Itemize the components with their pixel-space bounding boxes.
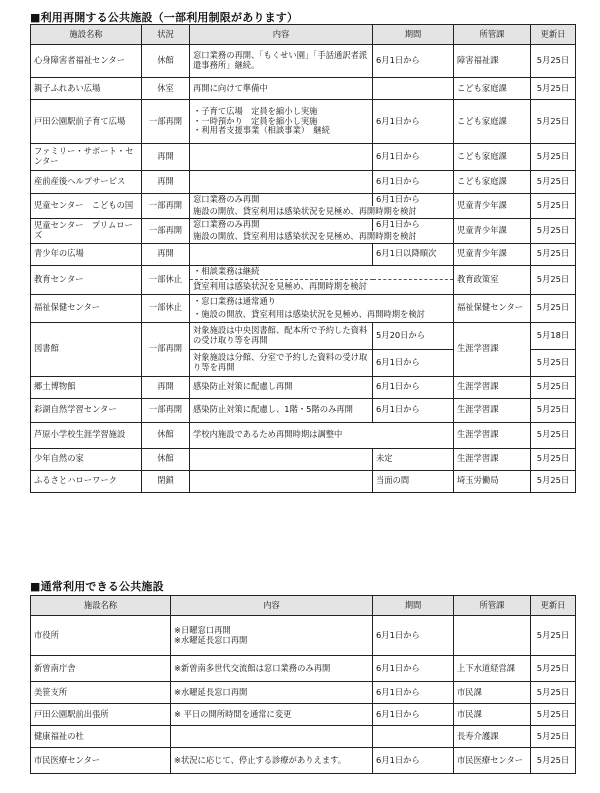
facility-name: 戸田公園駅前出張所 [31,704,171,726]
facility-updated: 5月25日 [531,218,576,243]
facility-content: ※状況に応じて、停止する診療がありえます。 [171,748,373,774]
facility-updated: 5月25日 [531,243,576,265]
facility-status: 休館 [142,422,190,448]
facility-updated: 5月25日 [531,294,576,322]
table-row [31,656,576,682]
facility-updated: 5月25日 [531,349,576,376]
facility-content: ・子育て広場 定員を縮小し実施 ・一時預かり 定員を縮小し実施 ・利用者支援事業（相談事業） 継続 [190,100,373,144]
header-period: 期間 [373,596,454,616]
table-row [31,748,576,774]
facility-period: 5月20日から [373,322,454,349]
section2-title: ■通常利用できる公共施設 [30,580,164,593]
facility-dept: 生涯学習課 [454,422,531,448]
header-updated: 更新日 [531,596,576,616]
facility-dept: こども家庭課 [454,78,531,100]
facility-content: ・窓口業務は通常通り [190,294,454,308]
facility-status: 一部休止 [142,265,190,294]
normal-use-facilities-table [30,595,576,774]
facility-name: 児童センター こどもの国 [31,194,142,219]
facility-status: 一部再開 [142,194,190,219]
facility-name: 産前産後ヘルプサービス [31,171,142,194]
facility-dept: 教育政策室 [454,265,531,294]
facility-name: 新曽南庁舎 [31,656,171,682]
facility-updated: 5月25日 [531,616,576,656]
facility-dept: 埼玉労働局 [454,470,531,492]
facility-content: 対象施設は中央図書館、配本所で予約した資料の受け取り等を再開 [190,322,373,349]
facility-content: ※水曜延長窓口再開 [171,682,373,704]
facility-content: 感染防止対策に配慮し、1階・5階のみ再開 [190,398,373,422]
facility-content-note: ・施設の開放、貸室利用は感染状況を見極め、再開時期を検討 [190,308,454,322]
header-period: 期間 [373,25,454,45]
facility-period: 未定 [373,448,454,470]
table-row [31,194,576,206]
facility-dept: 市民課 [454,704,531,726]
facility-content-note: 施設の開放、貸室利用は感染状況を見極め、再開時期を検討 [190,206,454,218]
facility-period: 6月1日から [373,349,454,376]
facility-name: ふるさとハローワーク [31,470,142,492]
facility-dept: こども家庭課 [454,171,531,194]
facility-name: 戸田公園駅前子育て広場 [31,100,142,144]
facility-updated: 5月25日 [531,398,576,422]
facility-name: ファミリー・サポート・センター [31,144,142,171]
facility-updated: 5月25日 [531,78,576,100]
table-row [31,243,576,265]
table-row [31,45,576,78]
facility-period: 6月1日から [373,616,454,656]
facility-name: 市役所 [31,616,171,656]
table-row [31,265,576,279]
facility-content: 対象施設は分館、分室で予約した資料の受け取り等を再開 [190,349,373,376]
facility-status: 再開 [142,144,190,171]
table-row [31,376,576,398]
facility-updated: 5月25日 [531,265,576,294]
facility-period: 6月1日から [373,45,454,78]
facility-content [190,243,373,265]
facility-status: 一部再開 [142,218,190,243]
table-header-row [31,25,576,45]
facility-content: 再開に向けて準備中 [190,78,373,100]
reopening-facilities-table [30,24,576,493]
facility-updated: 5月25日 [531,422,576,448]
facility-updated: 5月25日 [531,194,576,219]
header-dept: 所管課 [454,25,531,45]
facility-status: 閉鎖 [142,470,190,492]
facility-name: 市民医療センター [31,748,171,774]
facility-name: 青少年の広場 [31,243,142,265]
facility-status: 休室 [142,78,190,100]
header-content: 内容 [190,25,373,45]
facility-updated: 5月18日 [531,322,576,349]
facility-period: 6月1日から [373,171,454,194]
facility-period: 6月1日から [373,376,454,398]
facility-dept: こども家庭課 [454,144,531,171]
facility-content: ・相談業務は継続 [190,265,454,279]
table-row [31,470,576,492]
facility-name: 福祉保健センター [31,294,142,322]
facility-dept: 上下水道経営課 [454,656,531,682]
table-header-row [31,596,576,616]
facility-updated: 5月25日 [531,748,576,774]
facility-content: 窓口業務のみ再開 [190,218,373,230]
facility-dept: 生涯学習課 [454,448,531,470]
facility-status: 一部休止 [142,294,190,322]
facility-content [190,470,373,492]
facility-name: 健康福祉の杜 [31,726,171,748]
facility-updated: 5月25日 [531,100,576,144]
facility-dept: こども家庭課 [454,100,531,144]
header-name: 施設名称 [31,25,142,45]
table-row [31,100,576,144]
facility-content [190,448,373,470]
facility-content [190,144,373,171]
table-row [31,726,576,748]
header-dept: 所管課 [454,596,531,616]
table-row [31,78,576,100]
facility-updated: 5月25日 [531,144,576,171]
facility-status: 一部再開 [142,398,190,422]
facility-dept: 児童青少年課 [454,194,531,219]
facility-updated: 5月25日 [531,448,576,470]
facility-dept [454,616,531,656]
facility-updated: 5月25日 [531,376,576,398]
facility-updated: 5月25日 [531,704,576,726]
facility-name: 親子ふれあい広場 [31,78,142,100]
table-row [31,682,576,704]
facility-status: 再開 [142,243,190,265]
table-row [31,171,576,194]
facility-period: 6月1日から [373,194,454,206]
facility-name: 児童センター プリムローズ [31,218,142,243]
facility-updated: 5月25日 [531,171,576,194]
table-row [31,448,576,470]
facility-content: 学校内施設であるため再開時期は調整中 [190,422,454,448]
table-row [31,398,576,422]
facility-status: 再開 [142,171,190,194]
facility-status: 休館 [142,448,190,470]
facility-period [373,78,454,100]
section1-title: ■利用再開する公共施設（一部利用制限があります） [30,11,299,24]
facility-dept: 児童青少年課 [454,243,531,265]
facility-name: 教育センター [31,265,142,294]
facility-content: ※日曜窓口再開 ※水曜延長窓口再開 [171,616,373,656]
facility-period [373,726,454,748]
facility-dept: 生涯学習課 [454,376,531,398]
header-content: 内容 [171,596,373,616]
facility-name: 郷土博物館 [31,376,142,398]
facility-name: 心身障害者福祉センター [31,45,142,78]
facility-period: 当面の間 [373,470,454,492]
facility-content: ※ 平日の開所時間を通常に変更 [171,704,373,726]
facility-dept: 生涯学習課 [454,322,531,376]
facility-updated: 5月25日 [531,470,576,492]
facility-content [171,726,373,748]
facility-content [190,171,373,194]
facility-content: 窓口業務のみ再開 [190,194,373,206]
facility-period: 6月1日から [373,682,454,704]
facility-updated: 5月25日 [531,726,576,748]
facility-content: ※新曽南多世代交流館は窓口業務のみ再開 [171,656,373,682]
table-row [31,144,576,171]
facility-status: 一部再開 [142,322,190,376]
facility-updated: 5月25日 [531,45,576,78]
table-row [31,704,576,726]
facility-status: 休館 [142,45,190,78]
facility-dept: 市民医療センター [454,748,531,774]
facility-content: 感染防止対策に配慮し再開 [190,376,373,398]
facility-dept: 児童青少年課 [454,218,531,243]
header-status: 状況 [142,25,190,45]
facility-name: 美笹支所 [31,682,171,704]
facility-period: 6月1日以降順次 [373,243,454,265]
facility-period: 6月1日から [373,704,454,726]
facility-dept: 市民課 [454,682,531,704]
facility-updated: 5月25日 [531,656,576,682]
facility-period: 6月1日から [373,398,454,422]
facility-name: 図書館 [31,322,142,376]
facility-period: 6月1日から [373,100,454,144]
facility-name: 彩湖自然学習センター [31,398,142,422]
facility-period: 6月1日から [373,218,454,230]
table-row [31,422,576,448]
facility-period: 6月1日から [373,656,454,682]
facility-updated: 5月25日 [531,682,576,704]
table-row [31,322,576,349]
facility-content-note: 貸室利用は感染状況を見極め、再開時期を検討 [190,279,454,294]
facility-name: 少年自然の家 [31,448,142,470]
facility-status: 一部再開 [142,100,190,144]
facility-content-note: 施設の開放、貸室利用は感染状況を見極め、再開時期を検討 [190,231,454,243]
facility-content: 窓口業務の再開、「もくせい園」「手話通訳者派遣事務所」継続。 [190,45,373,78]
table-row [31,294,576,308]
facility-name: 芦原小学校生涯学習施設 [31,422,142,448]
header-name: 施設名称 [31,596,171,616]
facility-dept: 障害福祉課 [454,45,531,78]
facility-period: 6月1日から [373,144,454,171]
table-row [31,218,576,230]
header-updated: 更新日 [531,25,576,45]
facility-period: 6月1日から [373,748,454,774]
table-row [31,616,576,656]
facility-status: 再開 [142,376,190,398]
facility-dept: 生涯学習課 [454,398,531,422]
facility-dept: 福祉保健センター [454,294,531,322]
facility-dept: 長寿介護課 [454,726,531,748]
